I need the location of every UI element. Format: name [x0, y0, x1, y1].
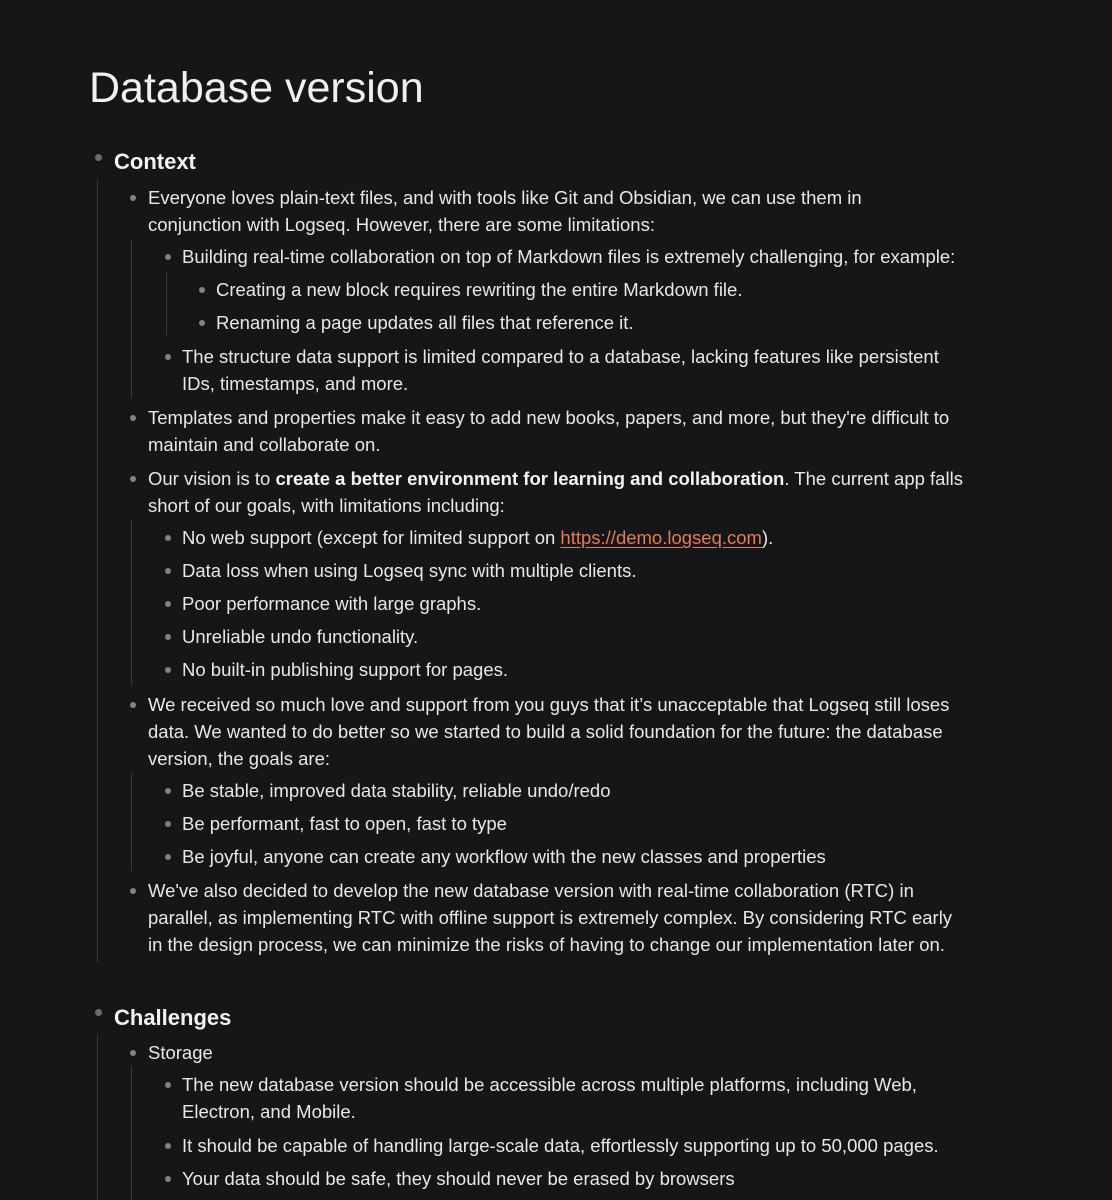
- block-text-segment: ).: [761, 527, 774, 548]
- block-text[interactable]: maintain and collaborate on.: [148, 434, 381, 455]
- block-text-segment: . The current app falls: [784, 468, 963, 489]
- block-bullet[interactable]: [130, 702, 136, 708]
- children-guide-line[interactable]: [131, 773, 132, 871]
- block-text[interactable]: Poor performance with large graphs.: [182, 593, 482, 614]
- block-text[interactable]: Your data should be safe, they should never be erased by browsers: [182, 1168, 735, 1189]
- context-heading[interactable]: Context: [114, 149, 196, 174]
- block-text[interactable]: conjunction with Logseq. However, there are some limitations:: [148, 214, 655, 235]
- block-bullet[interactable]: [165, 667, 171, 673]
- block-bullet[interactable]: [165, 634, 171, 640]
- children-guide-line[interactable]: [131, 520, 132, 685]
- block-bullet[interactable]: [199, 320, 205, 326]
- block-text[interactable]: data. We wanted to do better so we started to build a solid foundation for the future: the database: [148, 721, 943, 742]
- block-text[interactable]: IDs, timestamps, and more.: [182, 373, 409, 394]
- children-guide-line[interactable]: [131, 1066, 132, 1200]
- block-text[interactable]: Templates and properties make it easy to add new books, papers, and more, but they're difficult to: [148, 407, 950, 428]
- block-text[interactable]: parallel, as implementing RTC with offline support is extremely complex. By considering RTC early: [148, 907, 953, 928]
- children-guide-line[interactable]: [97, 180, 98, 962]
- block-text[interactable]: in the design process, we can minimize the risks of having to change our implementation later on.: [148, 934, 945, 955]
- children-guide-line[interactable]: [166, 272, 167, 335]
- block-bullet[interactable]: [165, 354, 171, 360]
- block-bullet[interactable]: [165, 854, 171, 860]
- block-bullet[interactable]: [165, 1143, 171, 1149]
- block-bullet[interactable]: [165, 1082, 171, 1088]
- block-bullet[interactable]: [165, 568, 171, 574]
- block-bullet[interactable]: [130, 195, 136, 201]
- block-text[interactable]: Building real-time collaboration on top of Markdown files is extremely challenging, for example:: [182, 246, 956, 267]
- block-text[interactable]: Data loss when using Logseq sync with multiple clients.: [182, 560, 637, 581]
- block-text[interactable]: Everyone loves plain-text files, and with tools like Git and Obsidian, we can use them in: [148, 187, 862, 208]
- bold-text: create a better environment for learning and collaboration: [275, 468, 785, 489]
- children-guide-line[interactable]: [97, 1035, 98, 1200]
- block-text[interactable]: Be performant, fast to open, fast to type: [182, 813, 507, 834]
- block-bullet[interactable]: [165, 1176, 171, 1182]
- block-text[interactable]: version, the goals are:: [148, 748, 331, 769]
- block-bullet[interactable]: [95, 1009, 102, 1016]
- children-guide-line[interactable]: [131, 240, 132, 398]
- block-text[interactable]: We received so much love and support from you guys that it’s unacceptable that Logseq still loses: [148, 694, 950, 715]
- block-bullet[interactable]: [165, 254, 171, 260]
- block-bullet[interactable]: [130, 1050, 136, 1056]
- block-text[interactable]: Be joyful, anyone can create any workflow with the new classes and properties: [182, 846, 826, 867]
- block-text[interactable]: [148, 465, 963, 492]
- block-text-segment: No web support (except for limited support on: [182, 527, 561, 548]
- block-bullet[interactable]: [165, 535, 171, 541]
- block-bullet[interactable]: [165, 601, 171, 607]
- block-bullet[interactable]: [130, 888, 136, 894]
- block-bullet[interactable]: [199, 287, 205, 293]
- block-bullet[interactable]: [130, 476, 136, 482]
- block-text[interactable]: short of our goals, with limitations including:: [148, 495, 505, 516]
- block-text[interactable]: Storage: [148, 1042, 213, 1063]
- block-text[interactable]: We've also decided to develop the new database version with real-time collaboration (RTC) in: [148, 880, 914, 901]
- block-text[interactable]: Creating a new block requires rewriting the entire Markdown file.: [216, 279, 743, 300]
- page-title[interactable]: Database version: [89, 64, 424, 112]
- block-text[interactable]: Renaming a page updates all files that reference it.: [216, 312, 634, 333]
- block-text[interactable]: Electron, and Mobile.: [182, 1101, 356, 1122]
- challenges-heading[interactable]: Challenges: [114, 1005, 232, 1030]
- block-text[interactable]: Be stable, improved data stability, reliable undo/redo: [182, 780, 611, 801]
- block-text[interactable]: [182, 524, 773, 551]
- block-bullet[interactable]: [95, 154, 102, 161]
- block-text[interactable]: It should be capable of handling large-scale data, effortlessly supporting up to 50,000 pages.: [182, 1135, 939, 1156]
- block-text[interactable]: The structure data support is limited compared to a database, lacking features like persistent: [182, 346, 939, 367]
- block-text-segment: Our vision is to: [148, 468, 276, 489]
- block-bullet[interactable]: [165, 821, 171, 827]
- block-text[interactable]: The new database version should be accessible across multiple platforms, including Web,: [182, 1074, 917, 1095]
- block-bullet[interactable]: [130, 415, 136, 421]
- block-text[interactable]: Unreliable undo functionality.: [182, 626, 419, 647]
- block-text[interactable]: No built-in publishing support for pages.: [182, 659, 508, 680]
- block-bullet[interactable]: [165, 788, 171, 794]
- demo-link[interactable]: https://demo.logseq.com: [560, 527, 762, 548]
